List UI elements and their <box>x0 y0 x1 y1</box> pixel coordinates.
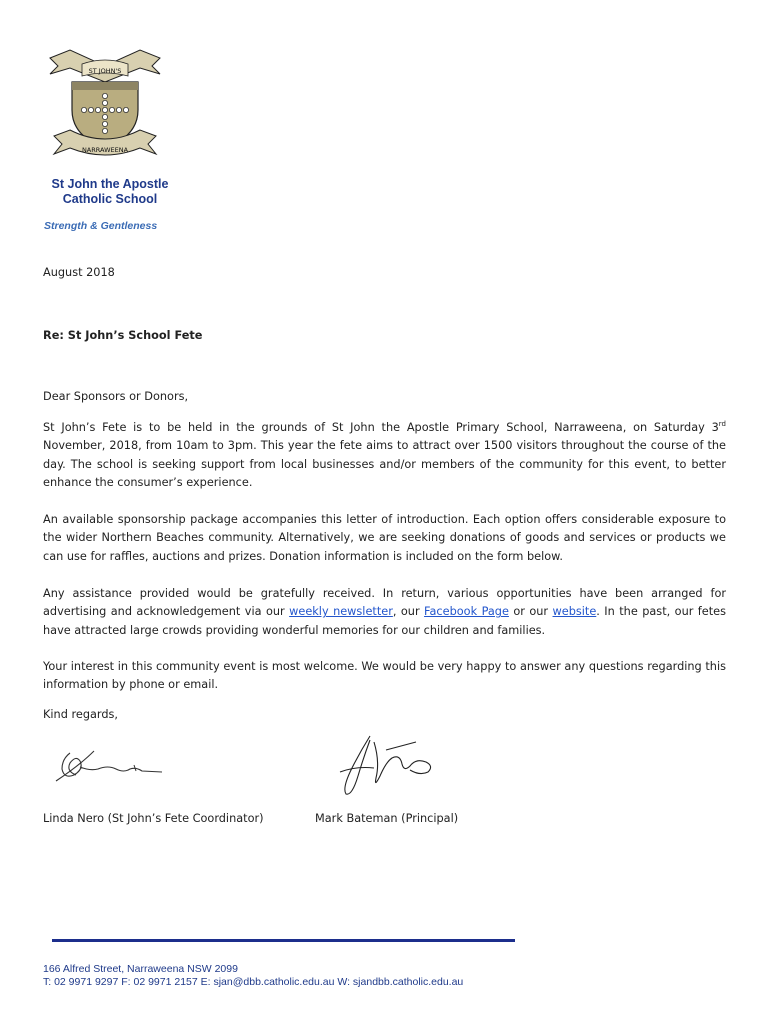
school-name <box>30 177 190 206</box>
p3-text-d: . In the past, our fetes have attracted large crowds providing wonderful memories for our children and families. <box>43 605 726 637</box>
footer <box>43 963 463 989</box>
footer-address: 166 Alfred Street, Narraweena NSW 2099 <box>43 963 238 975</box>
footer-contacts: T: 02 9971 9297 F: 02 9971 2157 E: sjan@dbb.catholic.edu.au W: sjandbb.catholic.edu.au <box>43 976 464 988</box>
crest-top-text: ST JOHN'S <box>88 67 122 75</box>
letter-closing: Kind regards, <box>43 708 119 721</box>
letter-subject: Re: St John’s School Fete <box>43 329 203 342</box>
letter-salutation: Dear Sponsors or Donors, <box>43 390 189 403</box>
paragraph-3 <box>43 585 726 640</box>
p1-superscript: rd <box>718 420 726 429</box>
p3-text-c: or our <box>508 605 553 619</box>
paragraph-1 <box>43 419 726 493</box>
footer-divider <box>52 939 515 942</box>
p1-text-b: November, 2018, from 10am to 3pm. This year the fete aims to attract over 1500 visitors throughout the course of the day. The school is seeking support from local businesses and/or members of the community for this event, to better enhance the consumer’s experience. <box>43 439 726 490</box>
signature-mark-bateman <box>330 732 440 800</box>
school-motto: Strength & Gentleness <box>44 220 158 232</box>
weekly-newsletter-link[interactable]: weekly newsletter <box>289 605 393 619</box>
p3-text-b: , our <box>392 605 425 619</box>
facebook-page-link[interactable]: Facebook Page <box>424 605 509 619</box>
school-name-line2: Catholic School <box>62 191 158 206</box>
signature-linda-nero <box>50 745 170 790</box>
school-name-line1: St John the Apostle <box>51 177 169 191</box>
school-crest <box>48 44 162 162</box>
crest-bottom-text: NARRAWEENA <box>81 146 129 154</box>
p1-text-a: St John’s Fete is to be held in the grounds of St John the Apostle Primary School, Narraweena, on Saturday 3 <box>43 421 719 434</box>
signer-linda-nero: Linda Nero (St John’s Fete Coordinator) <box>43 812 264 825</box>
letter-date: August 2018 <box>43 266 115 279</box>
p3-text-a: Any assistance provided would be gratefully received. In return, various opportunities have been arranged for advertising and acknowledgement via our <box>43 587 726 619</box>
website-link[interactable]: website <box>552 605 597 619</box>
paragraph-4: Your interest in this community event is most welcome. We would be very happy to answer any questions regarding this information by phone or email. <box>43 660 726 692</box>
paragraph-2: An available sponsorship package accompanies this letter of introduction. Each option offers considerable exposure to the wider Northern Beaches community. Alternatively, we are seeking donations of goods and services or products we can use for raffles, auctions and prizes. Donation information is included on the form below. <box>43 513 726 563</box>
signer-mark-bateman: Mark Bateman (Principal) <box>315 812 459 825</box>
